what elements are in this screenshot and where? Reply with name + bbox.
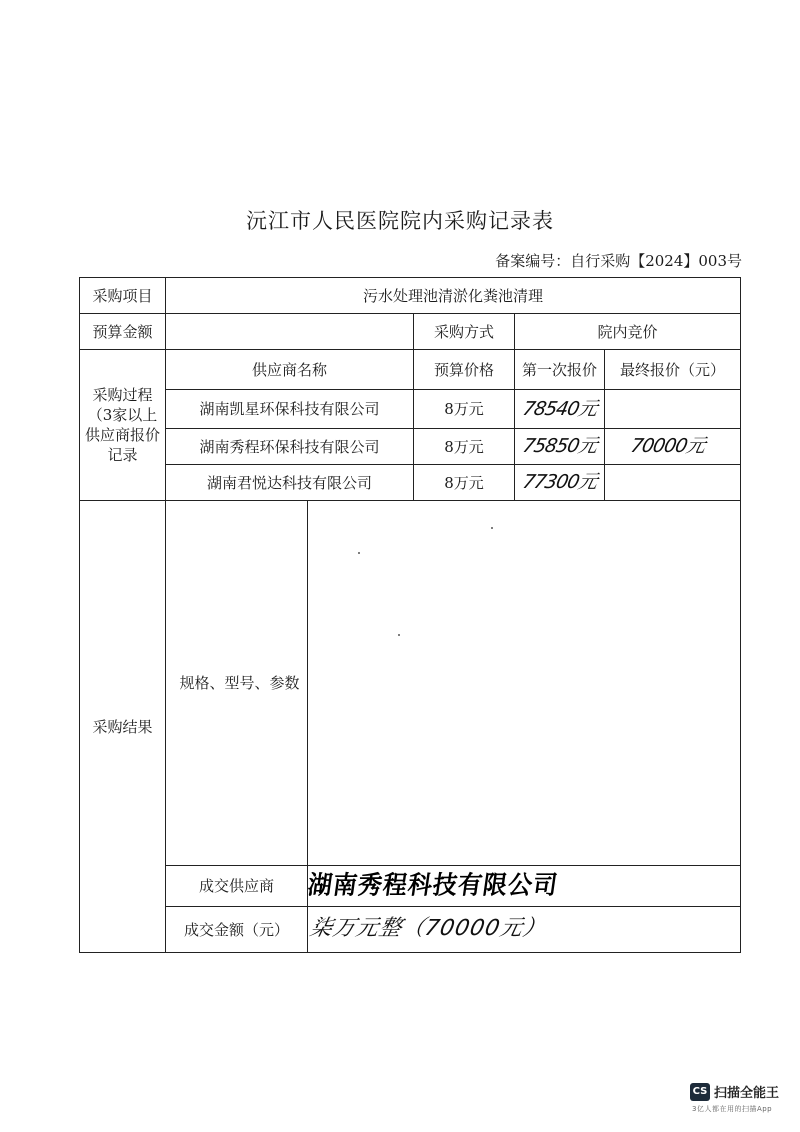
form-title: 沅江市人民医院院内采购记录表 xyxy=(246,209,554,233)
method-value: 院内竞价 xyxy=(515,314,741,350)
supplier-budget: 8万元 xyxy=(414,465,515,501)
deal-supplier-label: 成交供应商 xyxy=(166,866,308,907)
first-quote-header: 第一次报价 xyxy=(515,350,605,390)
scan-speck xyxy=(491,527,493,529)
supplier-name: 湖南凯星环保科技有限公司 xyxy=(166,390,414,429)
supplier-name: 湖南君悦达科技有限公司 xyxy=(166,465,414,501)
handwritten-first-quote: 78540元 xyxy=(520,397,599,420)
handwritten-deal-supplier: 湖南秀程科技有限公司 xyxy=(305,869,561,900)
deal-amount-row xyxy=(80,907,741,953)
deal-supplier-row xyxy=(80,866,741,907)
handwritten-first-quote: 75850元 xyxy=(520,435,599,457)
project-row xyxy=(80,278,741,314)
final-quote-header: 最终报价（元） xyxy=(605,350,741,390)
supplier-header: 供应商名称 xyxy=(166,350,414,390)
scan-speck xyxy=(358,552,360,554)
result-spec-row xyxy=(80,501,741,866)
handwritten-first-quote: 77300元 xyxy=(520,471,599,493)
supplier-row xyxy=(80,429,741,465)
supplier-row xyxy=(80,465,741,501)
scanner-app-name: 扫描全能王 xyxy=(714,1086,780,1101)
supplier-first-quote xyxy=(515,465,605,501)
supplier-budget: 8万元 xyxy=(414,429,515,465)
deal-supplier-cell xyxy=(305,866,741,907)
budget-label: 预算金额 xyxy=(80,314,166,350)
budget-value xyxy=(166,314,414,350)
budget-price-header: 预算价格 xyxy=(414,350,515,390)
handwritten-final-quote: 70000元 xyxy=(628,435,707,457)
supplier-final-quote xyxy=(605,465,741,501)
camscanner-logo-icon: CS xyxy=(690,1083,710,1101)
supplier-name: 湖南秀程环保科技有限公司 xyxy=(166,429,414,465)
process-label: 采购过程（3家以上供应商报价记录 xyxy=(80,350,166,501)
scan-speck xyxy=(398,634,400,636)
spec-label: 规格、型号、参数 xyxy=(166,501,308,866)
handwritten-deal-amount: 柒万元整（70000元） xyxy=(307,916,549,941)
supplier-first-quote xyxy=(515,390,605,429)
record-number: 备案编号：自行采购【2024】003号 xyxy=(495,252,742,270)
spec-value xyxy=(308,501,741,866)
supplier-final-quote xyxy=(605,429,741,465)
result-label: 采购结果 xyxy=(80,501,166,953)
supplier-row xyxy=(80,390,741,429)
deal-amount-label: 成交金额（元） xyxy=(166,907,308,953)
scanner-slogan: 3亿人都在用的扫描App xyxy=(692,1105,773,1113)
method-label: 采购方式 xyxy=(414,314,515,350)
supplier-final-quote xyxy=(605,390,741,429)
process-header-row xyxy=(80,350,741,390)
scanner-watermark xyxy=(690,1082,779,1101)
deal-amount-cell xyxy=(308,907,741,953)
procurement-record-table xyxy=(79,277,741,953)
supplier-first-quote xyxy=(515,429,605,465)
budget-row xyxy=(80,314,741,350)
project-value: 污水处理池清淤化粪池清理 xyxy=(166,278,741,314)
supplier-budget: 8万元 xyxy=(414,390,515,429)
project-label: 采购项目 xyxy=(80,278,166,314)
